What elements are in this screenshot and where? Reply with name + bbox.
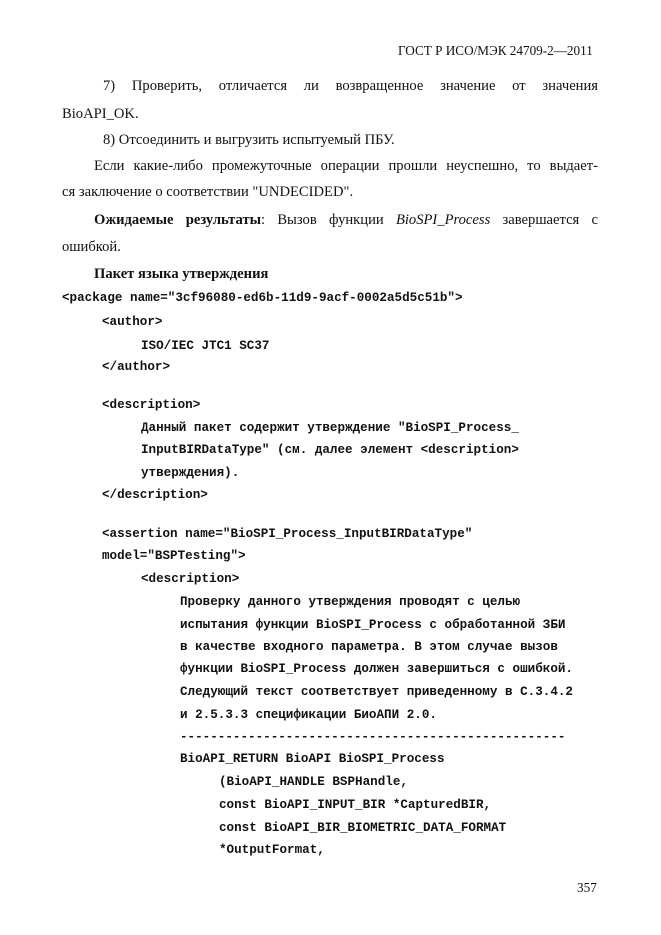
function-name: BioSPI_Process [395, 212, 491, 228]
step-7-line-2: BioAPI_OK. [62, 106, 139, 122]
expected-results-text: : Вызов функции [261, 212, 396, 228]
code-line: </description> [102, 488, 208, 502]
code-line: const BioAPI_BIR_BIOMETRIC_DATA_FORMAT [219, 821, 507, 835]
code-line: <package name="3cf96080-ed6b-11d9-9acf-0002a5d5c51b"> [62, 291, 463, 305]
code-separator: --------------------------------------------------- [180, 730, 566, 744]
code-line: model="BSPTesting"> [102, 549, 246, 563]
code-line: ISO/IEC JTC1 SC37 [141, 339, 270, 353]
code-line: утверждения). [141, 466, 240, 480]
code-line: функции BioSPI_Process должен завершиться с ошибкой. [180, 662, 573, 676]
page-number: 357 [577, 880, 597, 895]
undecided-para-line-1: Если какие-либо промежуточные операции прошли неуспешно, то выдает- [94, 158, 598, 174]
undecided-para-line-2: ся заключение о соответствии "UNDECIDED". [62, 184, 354, 200]
expected-results-line-2: ошибкой. [62, 239, 121, 255]
expected-results-line-1 [94, 212, 598, 229]
code-line: *OutputFormat, [219, 843, 325, 857]
code-line: <assertion name="BioSPI_Process_InputBIRDataType" [102, 527, 473, 541]
code-line: BioAPI_RETURN BioAPI BioSPI_Process [180, 752, 445, 766]
code-line: Следующий текст соответствует приведенному в С.3.4.2 [180, 685, 573, 699]
step-8: 8) Отсоединить и выгрузить испытуемый ПБУ. [103, 132, 395, 148]
code-line: <description> [102, 398, 201, 412]
code-line: испытания функции BioSPI_Process с обработанной ЗБИ [180, 618, 566, 632]
step-7-line-1: 7) Проверить, отличается ли возвращенное значение от значения [103, 78, 598, 94]
expected-results-label: Ожидаемые результаты [94, 212, 262, 228]
code-line: </author> [102, 360, 171, 374]
section-heading: Пакет языка утверждения [94, 266, 269, 282]
expected-results-end: завершается с [490, 212, 598, 228]
code-line: const BioAPI_INPUT_BIR *CapturedBIR, [219, 798, 492, 812]
code-line: и 2.5.3.3 спецификации БиоАПИ 2.0. [180, 708, 437, 722]
code-line: <author> [102, 315, 163, 329]
code-line: Проверку данного утверждения проводят с целью [180, 595, 521, 609]
code-line: InputBIRDataType" (см. далее элемент <description> [141, 443, 519, 457]
code-line: в качестве входного параметра. В этом случае вызов [180, 640, 558, 654]
code-line: (BioAPI_HANDLE BSPHandle, [219, 775, 408, 789]
code-line: <description> [141, 572, 240, 586]
standard-header: ГОСТ Р ИСО/МЭК 24709-2—2011 [398, 43, 593, 58]
code-line: Данный пакет содержит утверждение "BioSPI_Process_ [141, 421, 519, 435]
